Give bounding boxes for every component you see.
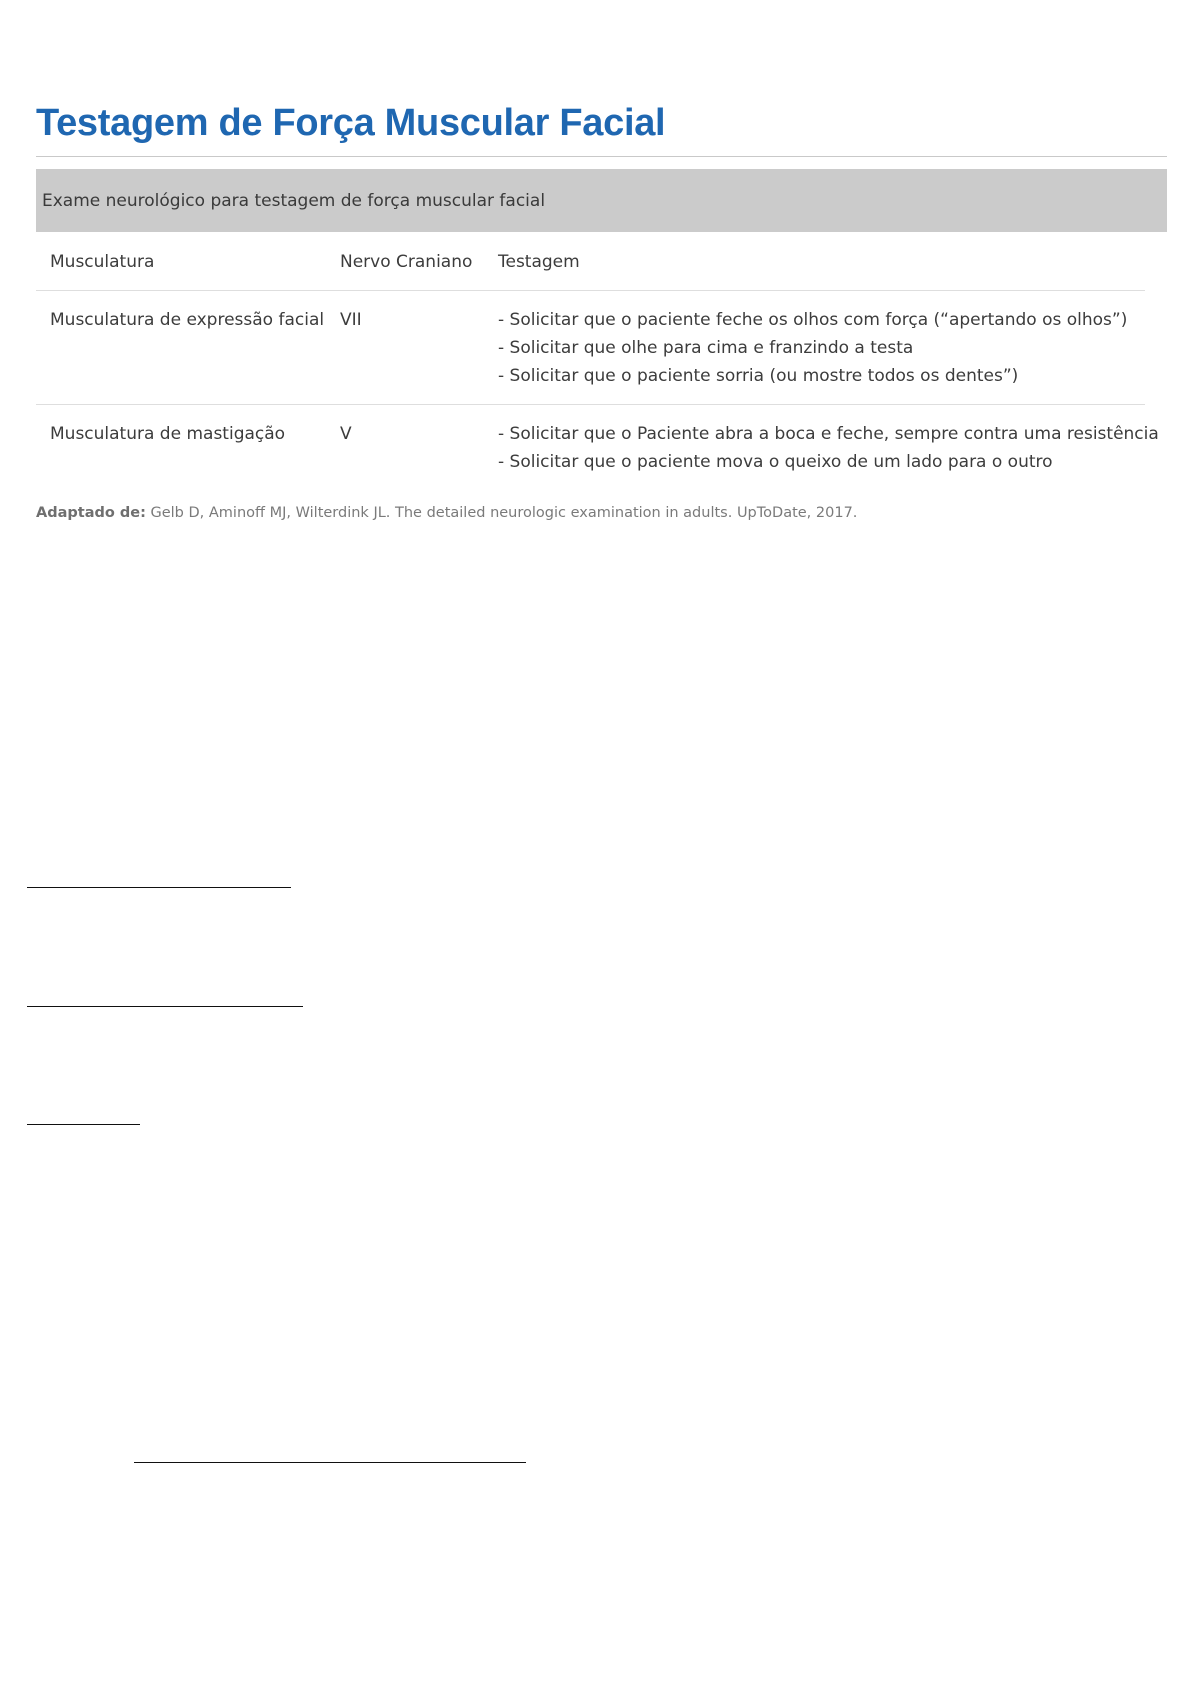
testagem-line: - Solicitar que o paciente feche os olhos com força (“apertando os olhos”): [498, 310, 1128, 330]
blank-underline: [27, 887, 291, 888]
cell-musculatura: Musculatura de mastigação: [50, 424, 286, 444]
table-caption: [36, 169, 1167, 232]
blank-underline: [27, 1124, 140, 1125]
table-caption-text: Exame neurológico para testagem de força muscular facial: [42, 190, 546, 211]
source-text: Gelb D, Aminoff MJ, Wilterdink JL. The detailed neurologic examination in adults. UpToDate, 2017.: [150, 505, 858, 521]
table-header-row: [36, 232, 1145, 291]
testagem-line: - Solicitar que olhe para cima e franzindo a testa: [498, 338, 914, 358]
title-divider: [36, 156, 1167, 157]
table-row: [36, 291, 1145, 405]
cell-musculatura: Musculatura de expressão facial: [50, 310, 325, 330]
header-nervo-craniano: Nervo Craniano: [340, 252, 473, 272]
cell-nervo: VII: [340, 310, 362, 330]
blank-underline: [27, 1006, 303, 1007]
muscle-testing-table: [36, 232, 1159, 493]
cell-nervo: V: [340, 424, 352, 444]
testagem-line: - Solicitar que o paciente mova o queixo de um lado para o outro: [498, 452, 1053, 472]
cell-testagem: [498, 420, 1159, 476]
source-citation: [36, 505, 857, 521]
testagem-line: - Solicitar que o Paciente abra a boca e feche, sempre contra uma resistência: [498, 424, 1159, 444]
cell-testagem: [498, 306, 1127, 390]
testagem-line: - Solicitar que o paciente sorria (ou mostre todos os dentes”): [498, 366, 1019, 386]
document-title: Testagem de Força Muscular Facial: [36, 102, 666, 144]
header-musculatura: Musculatura: [50, 252, 155, 272]
blank-underline: [134, 1462, 526, 1463]
source-label: Adaptado de:: [36, 505, 146, 521]
table-row: [36, 405, 1159, 493]
header-testagem: Testagem: [498, 252, 580, 272]
